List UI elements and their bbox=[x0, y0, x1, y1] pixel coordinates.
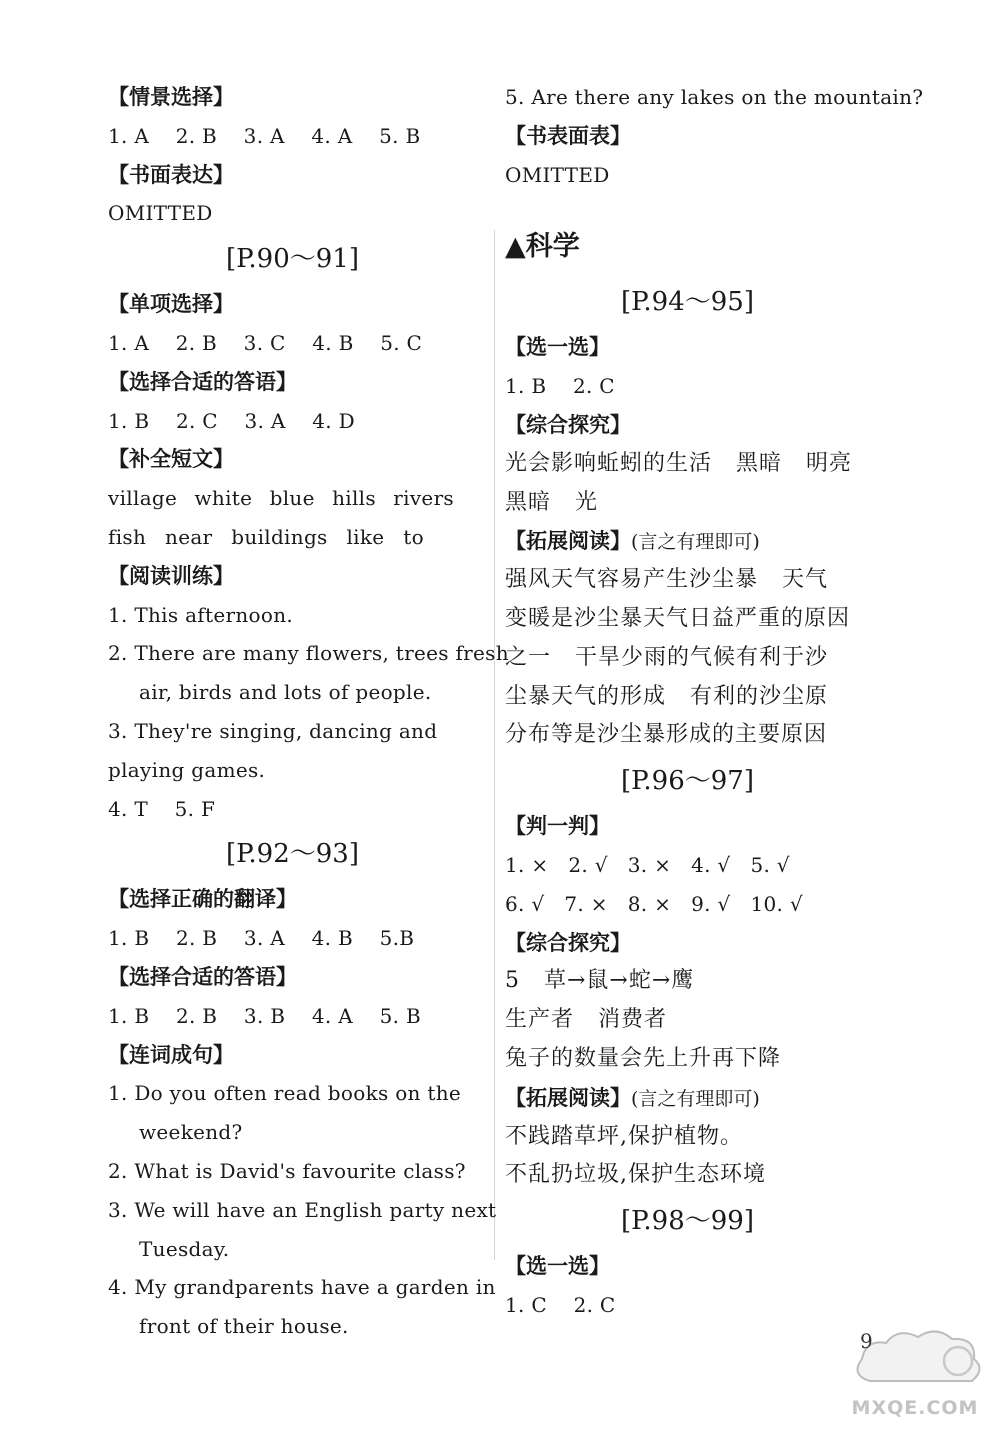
section-heading bbox=[505, 1079, 875, 1118]
section-heading-label: 【拓展阅读】 bbox=[505, 1085, 631, 1110]
word: like bbox=[346, 524, 385, 549]
word: to bbox=[403, 524, 424, 549]
word: white bbox=[194, 486, 253, 511]
section-heading: 【情景选择】 bbox=[108, 85, 234, 109]
word: blue bbox=[269, 486, 315, 511]
answer-line: playing games. bbox=[108, 757, 266, 782]
answer-line: 变暖是沙尘暴天气日益严重的原因 bbox=[505, 605, 851, 631]
answer-line: 1. Do you often read books on the bbox=[108, 1081, 462, 1106]
section-heading: 【综合探究】 bbox=[505, 930, 631, 955]
answer-line: 4. My grandparents have a garden in bbox=[108, 1275, 496, 1300]
section-heading-label: 【拓展阅读】 bbox=[505, 529, 631, 554]
answer-line: 1. C 2. C bbox=[505, 1292, 616, 1317]
page-range-text: P.90～91 bbox=[236, 244, 349, 275]
section-heading-note: (言之有理即可) bbox=[631, 531, 760, 554]
section-heading: 【补全短文】 bbox=[108, 447, 234, 472]
answer-line: OMITTED bbox=[108, 201, 213, 226]
answer-line: 不乱扔垃圾,保护生态环境 bbox=[505, 1162, 766, 1188]
answer-line: 3. We will have an English party next bbox=[108, 1197, 497, 1222]
bracket-open: [ bbox=[621, 1206, 632, 1237]
answer-line: 4. T 5. F bbox=[108, 796, 216, 821]
answer-line: Tuesday. bbox=[139, 1236, 230, 1261]
page-range-label bbox=[108, 828, 483, 880]
page-range-text: P.92～93 bbox=[236, 839, 349, 870]
word: buildings bbox=[231, 524, 328, 549]
answer-line: 1. B 2. C 3. A 4. D bbox=[108, 408, 355, 433]
bracket-open: [ bbox=[621, 766, 632, 797]
answer-line: 之一 干旱少雨的气候有利于沙 bbox=[505, 644, 828, 670]
answer-line: 6. √ 7. × 8. × 9. √ 10. √ bbox=[505, 891, 803, 916]
section-heading: 【单项选择】 bbox=[108, 292, 234, 317]
bracket-open: [ bbox=[621, 287, 632, 318]
page-range-text: P.94～95 bbox=[631, 287, 744, 318]
page-range-text: P.98～99 bbox=[631, 1206, 744, 1237]
right-column bbox=[505, 78, 924, 1325]
section-heading: 【判一判】 bbox=[505, 814, 610, 839]
answer-line: 黑暗 光 bbox=[505, 489, 598, 515]
section-heading bbox=[505, 522, 875, 561]
answer-line: 强风天气容易产生沙尘暴 天气 bbox=[505, 567, 828, 593]
word: hills bbox=[332, 486, 376, 511]
bracket-close: ] bbox=[348, 244, 359, 275]
subject-title: ▲科学 bbox=[505, 231, 580, 263]
answer-line: 不践踏草坪,保护植物。 bbox=[505, 1123, 743, 1149]
word: fish bbox=[108, 524, 147, 549]
answer-line: 1. B 2. B 3. B 4. A 5. B bbox=[108, 1003, 421, 1028]
word-list-line bbox=[108, 518, 424, 557]
watermark-text: MXQE.COM bbox=[851, 1397, 979, 1419]
answer-line: 光会影响蚯蚓的生活 黑暗 明亮 bbox=[505, 450, 852, 476]
page-number: 9 bbox=[860, 1329, 873, 1353]
section-heading: 【选择合适的答语】 bbox=[108, 369, 297, 394]
section-heading: 【选择正确的翻译】 bbox=[108, 887, 297, 912]
answer-line: 1. A 2. B 3. C 4. B 5. C bbox=[108, 330, 423, 355]
section-heading: 【选一选】 bbox=[505, 335, 610, 360]
page-range-label bbox=[505, 276, 875, 328]
answer-line: 1. B 2. B 3. A 4. B 5.B bbox=[108, 926, 415, 951]
page-range-text: P.96～97 bbox=[631, 766, 744, 797]
section-heading: 【连词成句】 bbox=[108, 1042, 234, 1067]
page-range-label bbox=[505, 1195, 875, 1247]
answer-line: 5. Are there any lakes on the mountain? bbox=[505, 85, 924, 109]
answer-line: 2. What is David's favourite class? bbox=[108, 1158, 466, 1183]
bracket-open: [ bbox=[226, 839, 237, 870]
answer-line: OMITTED bbox=[505, 162, 610, 187]
word-list-line bbox=[108, 479, 454, 518]
answer-line: 兔子的数量会先上升再下降 bbox=[505, 1045, 782, 1071]
word: near bbox=[165, 524, 213, 549]
page-range-label bbox=[505, 755, 875, 807]
answer-line: 2. There are many flowers, trees fresh bbox=[108, 641, 509, 666]
section-heading: 【书表面表】 bbox=[505, 123, 631, 148]
answer-line: 分布等是沙尘暴形成的主要原因 bbox=[505, 722, 828, 748]
page-range-label bbox=[108, 233, 483, 285]
answer-line: front of their house. bbox=[139, 1314, 349, 1339]
answer-line: 5 草→鼠→蛇→鹰 bbox=[505, 968, 695, 994]
answer-line: 1. B 2. C bbox=[505, 374, 615, 399]
watermark-logo bbox=[840, 1321, 990, 1421]
answer-line: 尘暴天气的形成 有利的沙尘原 bbox=[505, 683, 828, 709]
section-heading: 【阅读训练】 bbox=[108, 563, 234, 588]
column-divider bbox=[494, 230, 495, 1260]
section-heading-note: (言之有理即可) bbox=[631, 1087, 760, 1110]
answer-line: 1. This afternoon. bbox=[108, 602, 294, 627]
left-column bbox=[108, 78, 509, 1346]
bracket-close: ] bbox=[743, 287, 754, 318]
bracket-close: ] bbox=[743, 1206, 754, 1237]
section-heading: 【选一选】 bbox=[505, 1254, 610, 1279]
bracket-open: [ bbox=[226, 244, 237, 275]
answer-line: 1. × 2. √ 3. × 4. √ 5. √ bbox=[505, 852, 790, 877]
word: rivers bbox=[393, 486, 454, 511]
section-heading: 【选择合适的答语】 bbox=[108, 964, 297, 989]
answer-line: weekend? bbox=[139, 1120, 243, 1145]
answer-line: 生产者 消费者 bbox=[505, 1007, 667, 1033]
word: village bbox=[108, 486, 178, 511]
section-heading: 【综合探究】 bbox=[505, 412, 631, 437]
section-heading: 【书面表达】 bbox=[108, 162, 234, 187]
bracket-close: ] bbox=[743, 766, 754, 797]
answer-line: 3. They're singing, dancing and bbox=[108, 718, 438, 743]
answer-line: 1. A 2. B 3. A 4. A 5. B bbox=[108, 123, 421, 148]
answer-line: air, birds and lots of people. bbox=[139, 680, 432, 705]
bracket-close: ] bbox=[348, 839, 359, 870]
